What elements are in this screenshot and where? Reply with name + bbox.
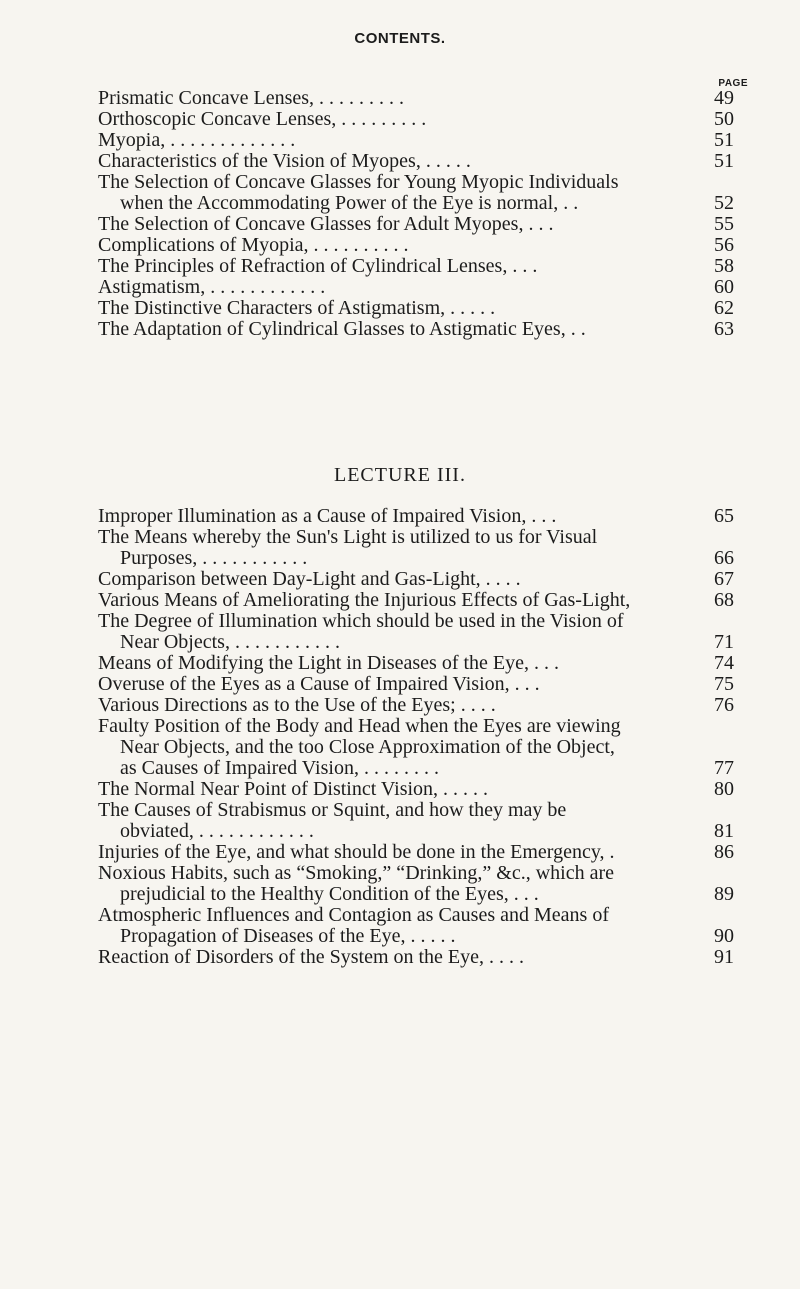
toc-page-number: 75 bbox=[714, 673, 734, 695]
toc-entry-continuation: as Causes of Impaired Vision, . . . . . . . . bbox=[120, 757, 439, 779]
toc-entry bbox=[98, 652, 734, 674]
toc-page-number: 60 bbox=[714, 276, 734, 298]
toc-page-number: 86 bbox=[714, 841, 734, 863]
toc-entry-continuation: Purposes, . . . . . . . . . . . bbox=[120, 547, 308, 569]
toc-entry bbox=[98, 276, 734, 298]
page-column-label: PAGE bbox=[718, 78, 748, 89]
toc-entry-continuation: Propagation of Diseases of the Eye, . . . . . bbox=[120, 925, 456, 947]
toc-entry bbox=[98, 505, 734, 527]
lecture-heading: LECTURE III. bbox=[334, 464, 466, 486]
toc-entry-title: The Degree of Illumination which should be used in the Vision of bbox=[98, 610, 624, 632]
toc-entry-title: Improper Illumination as a Cause of Impaired Vision, . . . bbox=[98, 505, 557, 527]
toc-entry bbox=[98, 171, 734, 214]
toc-entry bbox=[98, 778, 734, 800]
toc-entry-title: Noxious Habits, such as “Smoking,” “Drinking,” &c., which are bbox=[98, 862, 615, 884]
toc-page-number: 50 bbox=[714, 108, 734, 130]
toc-entry-title: The Distinctive Characters of Astigmatism, . . . . . bbox=[98, 297, 496, 319]
toc-page-number: 77 bbox=[714, 757, 734, 779]
toc-entry-continuation: when the Accommodating Power of the Eye is normal, . . bbox=[120, 192, 579, 214]
toc-entry bbox=[98, 108, 734, 130]
toc-entry-title: Means of Modifying the Light in Diseases of the Eye, . . . bbox=[98, 652, 560, 674]
toc-page-number: 71 bbox=[714, 631, 734, 653]
toc-entry bbox=[98, 526, 734, 569]
toc-entry-title: Injuries of the Eye, and what should be done in the Emergency, . bbox=[98, 841, 615, 863]
toc-entry bbox=[98, 589, 734, 611]
toc-page-number: 56 bbox=[714, 234, 734, 256]
toc-entry-title: Various Means of Ameliorating the Injurious Effects of Gas-Light, bbox=[98, 589, 631, 611]
toc-page-number: 65 bbox=[714, 505, 734, 527]
toc-entry-title: The Means whereby the Sun's Light is utilized to us for Visual bbox=[98, 526, 598, 548]
toc-entry-title: Comparison between Day-Light and Gas-Light, . . . . bbox=[98, 568, 521, 590]
toc-page-number: 49 bbox=[714, 87, 734, 109]
toc-entry-title: Characteristics of the Vision of Myopes, . . . . . bbox=[98, 150, 471, 172]
toc-page-number: 90 bbox=[714, 925, 734, 947]
toc-entry bbox=[98, 129, 734, 151]
toc-entry-title: Various Directions as to the Use of the Eyes; . . . . bbox=[98, 694, 496, 716]
toc-entry-title: Myopia, . . . . . . . . . . . . . bbox=[98, 129, 296, 151]
toc-entry bbox=[98, 568, 734, 590]
toc-entry-title: Atmospheric Influences and Contagion as Causes and Means of bbox=[98, 904, 609, 926]
toc-page-number: 91 bbox=[714, 946, 734, 968]
toc-entry-title: Reaction of Disorders of the System on the Eye, . . . . bbox=[98, 946, 525, 968]
toc-entry bbox=[98, 255, 734, 277]
toc-entry bbox=[98, 610, 734, 653]
toc-entry-title: Faulty Position of the Body and Head when the Eyes are viewing bbox=[98, 715, 621, 737]
toc-entry bbox=[98, 673, 734, 695]
toc-page-number: 67 bbox=[714, 568, 734, 590]
toc-entry-continuation: obviated, . . . . . . . . . . . . bbox=[120, 820, 314, 842]
toc-entry-title: The Selection of Concave Glasses for Adult Myopes, . . . bbox=[98, 213, 554, 235]
toc-entry-title: The Adaptation of Cylindrical Glasses to Astigmatic Eyes, . . bbox=[98, 318, 586, 340]
toc-entry bbox=[98, 694, 734, 716]
toc-page-number: 51 bbox=[714, 150, 734, 172]
toc-entry-title: The Principles of Refraction of Cylindrical Lenses, . . . bbox=[98, 255, 538, 277]
toc-entry-continuation: Near Objects, and the too Close Approximation of the Object, bbox=[120, 736, 615, 758]
toc-entry-title: Complications of Myopia, . . . . . . . . . . bbox=[98, 234, 409, 256]
toc-page-number: 52 bbox=[714, 192, 734, 214]
toc-entry-title: The Causes of Strabismus or Squint, and how they may be bbox=[98, 799, 567, 821]
toc-entry-continuation: Near Objects, . . . . . . . . . . . bbox=[120, 631, 340, 653]
toc-entry bbox=[98, 297, 734, 319]
toc-page-number: 74 bbox=[714, 652, 734, 674]
toc-page-number: 89 bbox=[714, 883, 734, 905]
toc-page-number: 76 bbox=[714, 694, 734, 716]
toc-page-number: 55 bbox=[714, 213, 734, 235]
toc-entry-title: The Selection of Concave Glasses for Young Myopic Individuals bbox=[98, 171, 619, 193]
toc-page-number: 68 bbox=[714, 589, 734, 611]
toc-entry bbox=[98, 87, 734, 109]
toc-page-number: 66 bbox=[714, 547, 734, 569]
toc-page-number: 51 bbox=[714, 129, 734, 151]
toc-entry-title: Astigmatism, . . . . . . . . . . . . bbox=[98, 276, 326, 298]
toc-page-number: 80 bbox=[714, 778, 734, 800]
toc-entry-title: Prismatic Concave Lenses, . . . . . . . . . bbox=[98, 87, 405, 109]
toc-entry bbox=[98, 946, 734, 968]
toc-entry bbox=[98, 862, 734, 905]
toc-entry bbox=[98, 799, 734, 842]
toc-entry bbox=[98, 841, 734, 863]
toc-entry-title: Orthoscopic Concave Lenses, . . . . . . . . . bbox=[98, 108, 427, 130]
running-head: CONTENTS. bbox=[354, 30, 446, 47]
contents-section-lecture-ii bbox=[98, 87, 734, 340]
toc-entry bbox=[98, 715, 734, 779]
toc-entry bbox=[98, 904, 734, 947]
toc-entry bbox=[98, 150, 734, 172]
contents-section-lecture-iii bbox=[98, 505, 734, 968]
toc-entry-title: The Normal Near Point of Distinct Vision, . . . . . bbox=[98, 778, 489, 800]
toc-entry bbox=[98, 318, 734, 340]
toc-entry-title: Overuse of the Eyes as a Cause of Impaired Vision, . . . bbox=[98, 673, 540, 695]
toc-entry bbox=[98, 234, 734, 256]
toc-entry-continuation: prejudicial to the Healthy Condition of the Eyes, . . . bbox=[120, 883, 539, 905]
toc-page-number: 63 bbox=[714, 318, 734, 340]
toc-page-number: 81 bbox=[714, 820, 734, 842]
toc-entry bbox=[98, 213, 734, 235]
toc-page-number: 62 bbox=[714, 297, 734, 319]
toc-page-number: 58 bbox=[714, 255, 734, 277]
